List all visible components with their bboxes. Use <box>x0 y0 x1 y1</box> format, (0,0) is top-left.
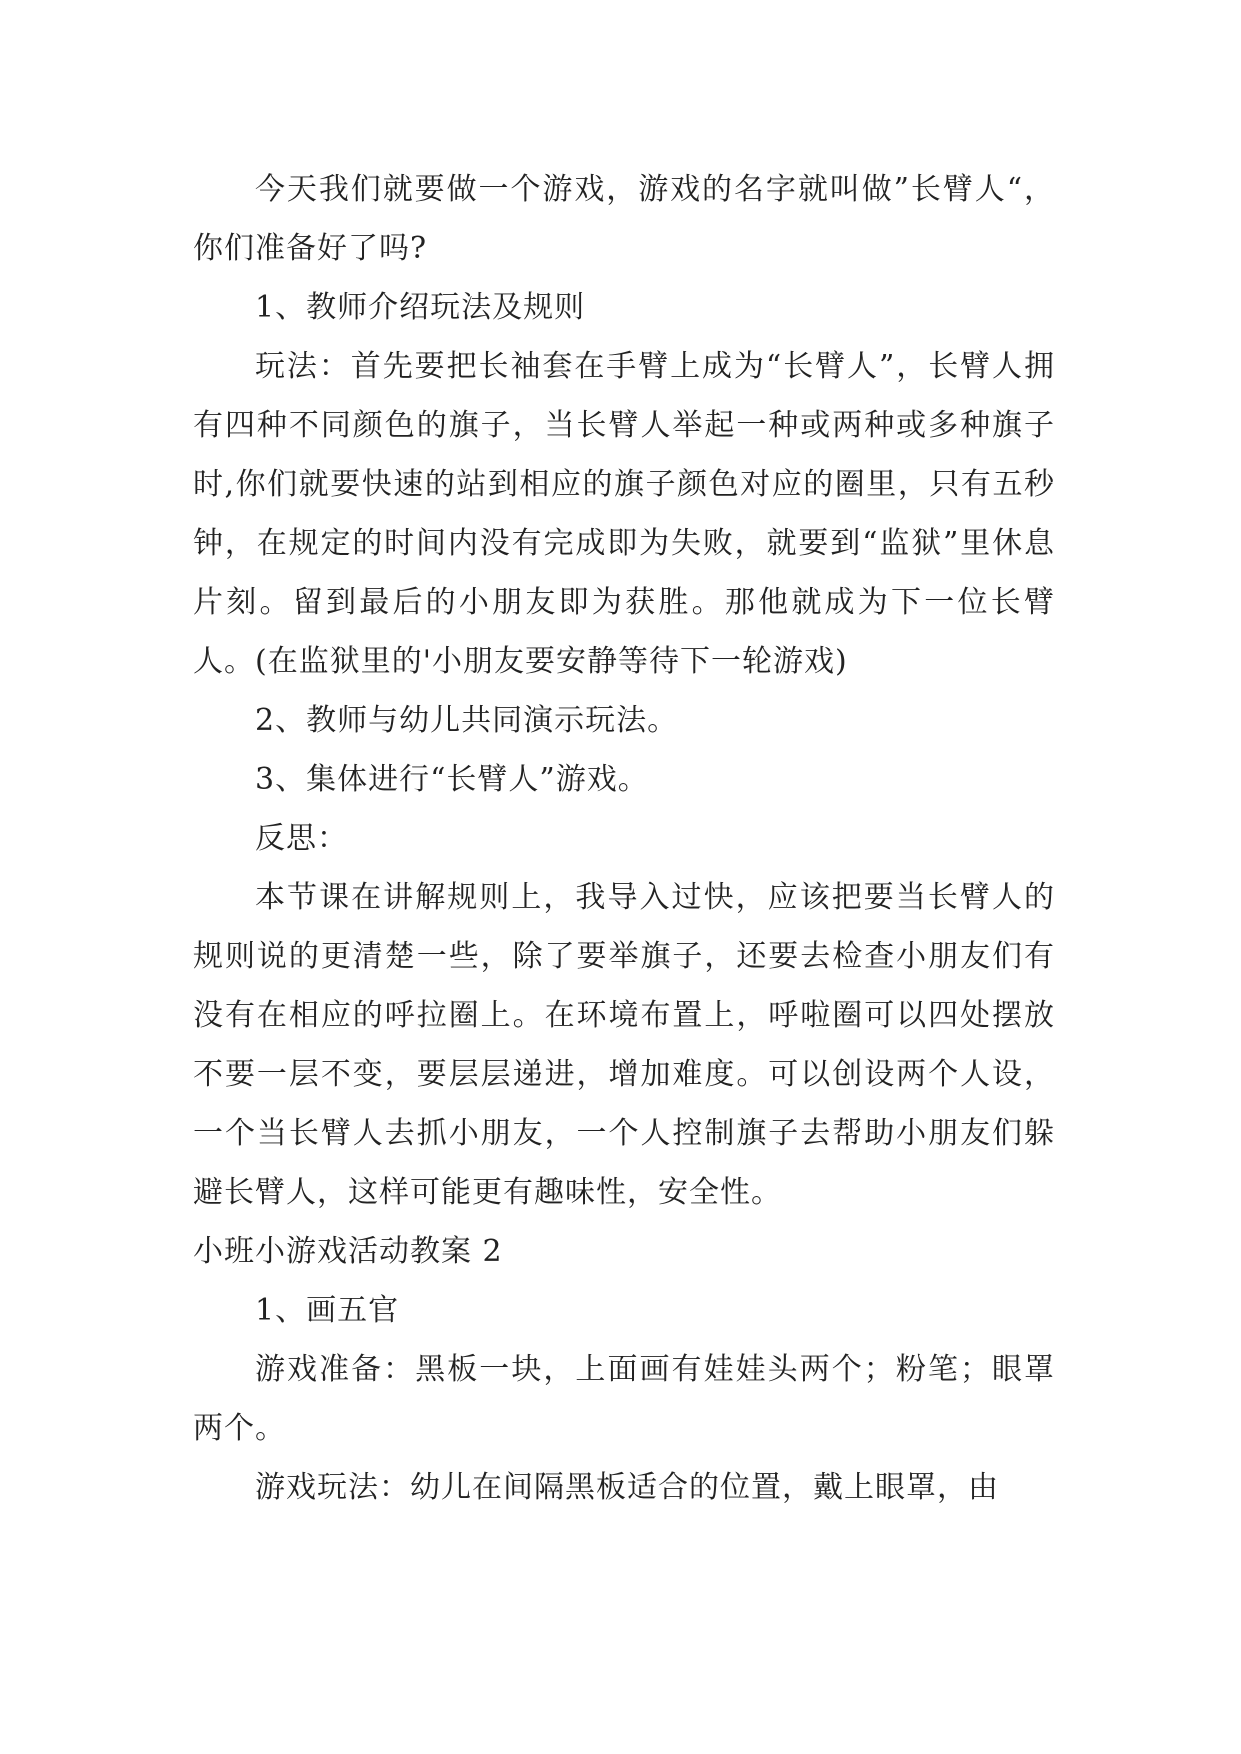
paragraph-game-1: 1、画五官 <box>255 1293 400 1328</box>
paragraph-intro: 今天我们就要做一个游戏，游戏的名字就叫做”长臂人“，你们准备好了吗? <box>193 172 1055 266</box>
paragraph-rules: 玩法：首先要把长袖套在手臂上成为“长臂人”，长臂人拥有四种不同颜色的旗子，当长臂人举起一种或两种或多种旗子时,你们就要快速的站到相应的旗子颜色对应的圈里，只有五秒钟，在规定的时间内没有完成即为失败，就要到“监狱”里休息片刻。留到最后的小朋友即为获胜。那他就成为下一位长臂人。(在监狱里的'小朋友要安静等待下一轮游戏) <box>193 349 1055 679</box>
paragraph-step-1: 1、教师介绍玩法及规则 <box>255 290 586 325</box>
paragraph-reflection-label: 反思： <box>255 821 348 856</box>
paragraph-game-prep: 游戏准备：黑板一块，上面画有娃娃头两个；粉笔；眼罩两个。 <box>193 1352 1055 1446</box>
section-heading: 小班小游戏活动教案 2 <box>193 1234 503 1269</box>
paragraph-game-play: 游戏玩法：幼儿在间隔黑板适合的位置，戴上眼罩，由 <box>255 1470 999 1505</box>
paragraph-step-3: 3、集体进行“长臂人”游戏。 <box>255 762 649 797</box>
document-body <box>193 160 1055 1517</box>
paragraph-reflection: 本节课在讲解规则上，我导入过快，应该把要当长臂人的规则说的更清楚一些，除了要举旗子，还要去检查小朋友们有没有在相应的呼拉圈上。在环境布置上，呼啦圈可以四处摆放不要一层不变，要层层递进，增加难度。可以创设两个人设，一个当长臂人去抓小朋友，一个人控制旗子去帮助小朋友们躲避长臂人，这样可能更有趣味性，安全性。 <box>193 880 1055 1210</box>
paragraph-step-2: 2、教师与幼儿共同演示玩法。 <box>255 703 679 738</box>
